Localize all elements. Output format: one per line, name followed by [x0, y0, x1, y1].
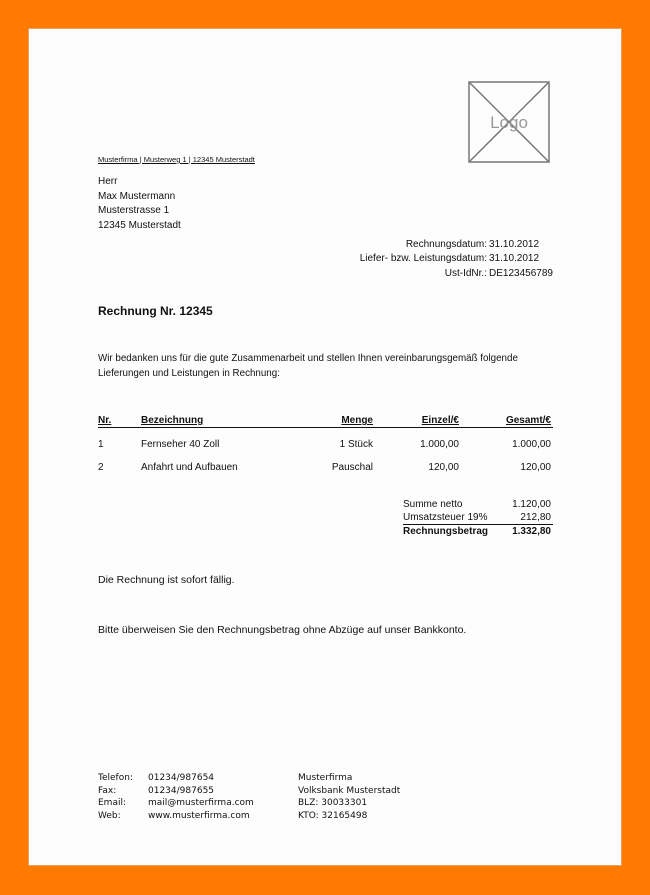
invoice-date-label: Rechnungsdatum:	[405, 239, 487, 250]
bank-transfer-note: Bitte überweisen Sie den Rechnungsbetrag ohne Abzüge auf unser Bankkonto.	[98, 624, 467, 636]
header-total: Gesamt/€	[505, 415, 551, 426]
invoice-meta-values	[489, 238, 553, 281]
footer-web: www.musterfirma.com	[148, 810, 250, 821]
invoice-date: 31.10.2012	[489, 239, 540, 250]
row-1-description: Fernseher 40 Zoll	[141, 439, 220, 450]
net-total: 1.120,00	[512, 499, 551, 510]
totals-rule	[403, 524, 553, 525]
header-quantity: Menge	[341, 415, 373, 426]
invoice-title: Rechnung Nr. 12345	[98, 304, 213, 318]
logo-placeholder	[468, 81, 550, 163]
footer-company: Musterfirma	[298, 773, 353, 783]
footer-fax-label: Fax:	[98, 785, 117, 796]
vat-id: DE123456789	[489, 267, 553, 279]
net-total-label: Summe netto	[403, 499, 463, 510]
invoice-meta-labels	[360, 238, 487, 281]
footer-email: mail@musterfirma.com	[148, 798, 254, 808]
table-header-rule	[98, 427, 553, 428]
intro-text: Wir bedanken uns für die gute Zusammenarbeit und stellen Ihnen vereinbarungsgemäß folgende Lieferungen und Leistungen in Rechnung:	[98, 353, 518, 379]
row-2-total: 120,00	[520, 462, 551, 473]
delivery-date-label: Liefer- bzw. Leistungsdatum:	[359, 253, 487, 265]
footer-contact-values	[148, 772, 254, 822]
delivery-date: 31.10.2012	[489, 253, 540, 265]
footer-kto: KTO: 32165498	[298, 810, 368, 821]
footer-bank-details	[298, 772, 400, 822]
vat-label: Umsatzsteuer 19%	[403, 512, 488, 523]
row-1-nr: 1	[98, 439, 104, 450]
recipient-name: Max Mustermann	[98, 190, 176, 202]
row-1-total: 1.000,00	[512, 439, 551, 450]
footer-phone: 01234/987654	[148, 773, 215, 783]
payment-due-note: Die Rechnung ist sofort fällig.	[98, 574, 235, 586]
vat-id-label: Ust-IdNr.:	[444, 267, 487, 279]
sender-address-line: Musterfirma | Musterweg 1 | 12345 Musterstadt	[98, 155, 255, 164]
row-2-quantity: Pauschal	[331, 462, 373, 473]
recipient-street: Musterstrasse 1	[98, 205, 170, 216]
gross-total: 1.332,80	[512, 526, 551, 537]
footer-bank-name: Volksbank Musterstadt	[298, 785, 401, 796]
recipient-city: 12345 Musterstadt	[98, 219, 181, 231]
footer-email-label: Email:	[98, 798, 127, 808]
row-2-nr: 2	[98, 462, 104, 473]
footer-web-label: Web:	[98, 810, 121, 821]
footer-contact-labels	[98, 772, 133, 822]
row-1-quantity: 1 Stück	[339, 439, 373, 450]
row-1-unit-price: 1.000,00	[420, 439, 459, 450]
footer-fax: 01234/987655	[148, 785, 215, 796]
row-2-unit-price: 120,00	[428, 462, 459, 473]
header-unit-price: Einzel/€	[421, 415, 459, 426]
row-2-description: Anfahrt und Aufbauen	[141, 462, 238, 473]
footer-blz: BLZ: 30033301	[298, 798, 368, 808]
logo-image	[468, 81, 550, 163]
gross-total-label: Rechnungsbetrag	[403, 526, 489, 537]
logo-text: Logo	[490, 113, 528, 132]
recipient-salutation: Herr	[98, 176, 118, 187]
footer-phone-label: Telefon:	[98, 773, 133, 783]
recipient-address	[98, 175, 181, 233]
header-nr: Nr.	[98, 415, 112, 426]
invoice-page	[28, 28, 622, 866]
vat-amount: 212,80	[520, 512, 551, 523]
header-description: Bezeichnung	[141, 415, 204, 426]
